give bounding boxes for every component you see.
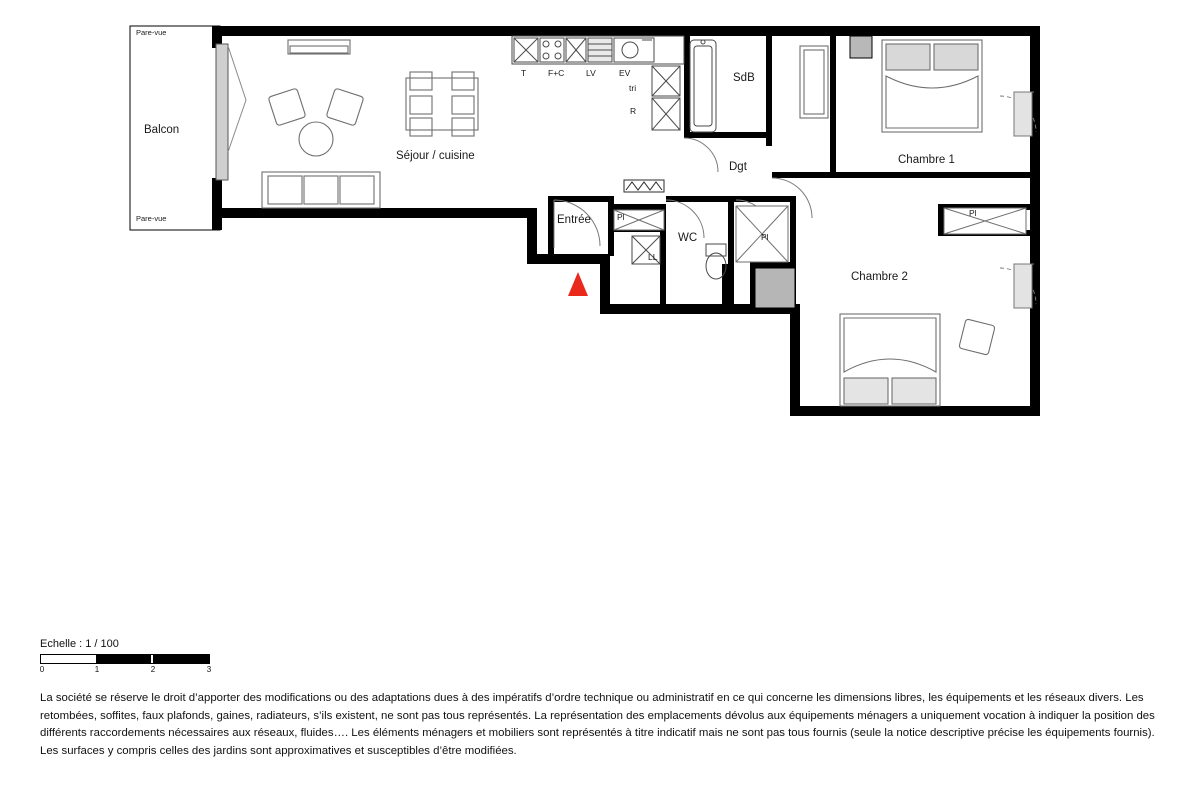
balcony-glazing (216, 44, 246, 180)
label-ev: EV (619, 68, 631, 78)
scale-bar-group (40, 638, 215, 677)
room-label-sdb: SdB (733, 72, 755, 84)
furniture-kitchen (512, 36, 684, 130)
legal-paragraph-1: La société se réserve le droit d’apporter des modifications ou des adaptations dues à des impératifs d’ordre technique ou administratif en ce qui concerne les dimensions libres, les équipements et les réseaux divers. Les retombées, soffites, faux plafonds, gaines, radiateurs, s’ils existent, ne sont pas tous représentés. La représentation des emplacements dévolus aux équipements ménagers a uniquement vocation à indiquer la position des différents raccordements nécessaires aux réseaux, fluides…. Les éléments ménagers et mobiliers sont représentés à titre indicatif mais ne sont pas tous fournis (seule la notice descriptive précise les équipements fournis). (40, 692, 1155, 740)
radiators (624, 180, 664, 192)
room-label-sejour-cuisine: Séjour / cuisine (396, 150, 475, 162)
label-pare-vue-bottom: Pare-vue (136, 214, 167, 223)
furniture-bathroom (690, 40, 716, 132)
room-label-entree: Entrée (557, 214, 591, 226)
label-pl-chambre1: Pl (969, 208, 977, 218)
scale-tick-1: 1 (94, 665, 100, 674)
entry-marker (568, 272, 588, 296)
scale-tick-0: 0 (39, 665, 45, 674)
scale-tick-3: 3 (206, 665, 212, 674)
room-label-chambre-1: Chambre 1 (898, 154, 955, 166)
label-ll: LL (648, 252, 658, 262)
scale-segment-2 (153, 655, 209, 663)
room-label-chambre-2: Chambre 2 (851, 271, 908, 283)
room-label-balcon: Balcon (144, 124, 180, 136)
scale-label: Echelle : 1 / 100 (40, 638, 119, 650)
label-lv: LV (586, 68, 596, 78)
label-t: T (521, 68, 527, 78)
room-label-dgt: Dgt (729, 161, 747, 173)
label-pl-couloir: Pl (761, 232, 769, 242)
scale-segment-1 (96, 655, 151, 663)
label-pl-entree: Pl (617, 212, 625, 222)
furniture-bedroom-2 (840, 314, 995, 406)
legal-paragraph-2: Les surfaces y compris celles des jardins sont approximatives et susceptibles d’être modifiées. (40, 744, 517, 757)
room-label-wc: WC (678, 232, 698, 244)
legal-disclaimer (40, 690, 1170, 760)
label-pare-vue-top: Pare-vue (136, 28, 167, 37)
scale-bar (40, 654, 210, 664)
furniture-living (262, 40, 478, 208)
scale-tick-2: 2 (150, 665, 156, 674)
furniture-bedroom-1 (800, 40, 982, 132)
label-tri: tri (629, 83, 637, 93)
scale-ticks (40, 665, 210, 677)
label-r: R (630, 106, 637, 116)
label-f-c: F+C (548, 68, 565, 78)
